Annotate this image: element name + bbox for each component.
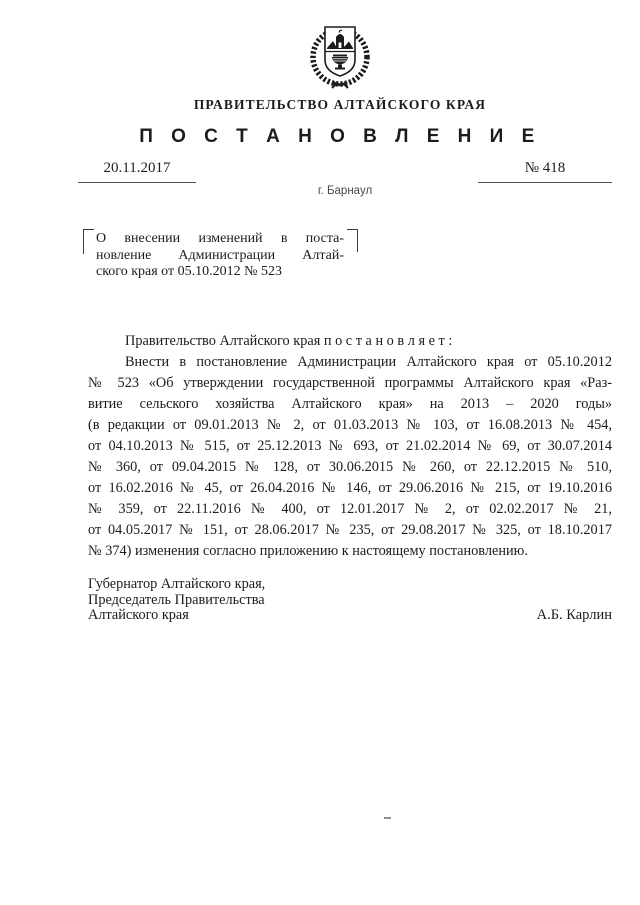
signer-position xyxy=(88,577,265,624)
document-date: 20.11.2017 xyxy=(78,160,196,183)
subject-line: новление Администрации Алтай- xyxy=(96,247,344,263)
body-line: Внести в постановление Администрации Алтайского края от 05.10.2012 xyxy=(125,354,612,370)
signer-position-line: Председатель Правительства xyxy=(88,591,265,608)
organization-name: ПРАВИТЕЛЬСТВО АЛТАЙСКОГО КРАЯ xyxy=(193,97,487,112)
document-type-title: П О С Т А Н О В Л Е Н И Е xyxy=(139,126,541,147)
signer-position-line: Алтайского края xyxy=(88,607,189,623)
subject-corner-mark-right xyxy=(347,229,358,252)
signer-name: А.Б. Карлин xyxy=(536,607,612,623)
body-line: от 04.05.2017 № 151, от 28.06.2017 № 235, от 29.08.2017 № 325, от 18.10.2017 xyxy=(88,522,612,538)
body-line: № 374) изменения согласно приложению к настоящему постановлению. xyxy=(88,543,528,559)
body-line: витие сельского хозяйства Алтайского края» на 2013 – 2020 годы» xyxy=(88,396,612,412)
signer-position-line: Губернатор Алтайского края, xyxy=(88,576,266,592)
body-line: № 359, от 22.11.2016 № 400, от 12.01.2017 № 2, от 02.02.2017 № 21, xyxy=(88,501,612,517)
subject-corner-mark-left xyxy=(83,229,94,254)
body-line: № 360, от 09.04.2015 № 128, от 30.06.2015 № 260, от 22.12.2015 № 510, xyxy=(88,459,612,475)
document-subject xyxy=(96,231,344,281)
body-line: (в редакции от 09.01.2013 № 2, от 01.03.2013 № 103, от 16.08.2013 № 454, xyxy=(88,417,612,433)
document-number: № 418 xyxy=(478,160,612,183)
city-label: г. Барнаул xyxy=(317,185,373,197)
subject-line: О внесении изменений в поста- xyxy=(96,231,344,246)
scan-stray-mark xyxy=(384,817,391,819)
body-line: № 523 «Об утверждении государственной программы Алтайского края «Раз- xyxy=(88,375,612,391)
altai-krai-coat-of-arms-icon xyxy=(304,17,376,90)
signature-block xyxy=(88,577,612,624)
subject-line: ского края от 05.10.2012 № 523 xyxy=(96,264,282,279)
emblem-svg xyxy=(304,17,376,90)
document-body xyxy=(88,331,612,562)
body-line: от 04.10.2013 № 515, от 25.12.2013 № 693, от 21.02.2014 № 69, от 30.07.2014 xyxy=(88,438,612,454)
body-line: Правительство Алтайского края п о с т а н о в л я е т : xyxy=(125,333,453,349)
body-line: от 16.02.2016 № 45, от 26.04.2016 № 146, от 29.06.2016 № 215, от 19.10.2016 xyxy=(88,480,612,496)
